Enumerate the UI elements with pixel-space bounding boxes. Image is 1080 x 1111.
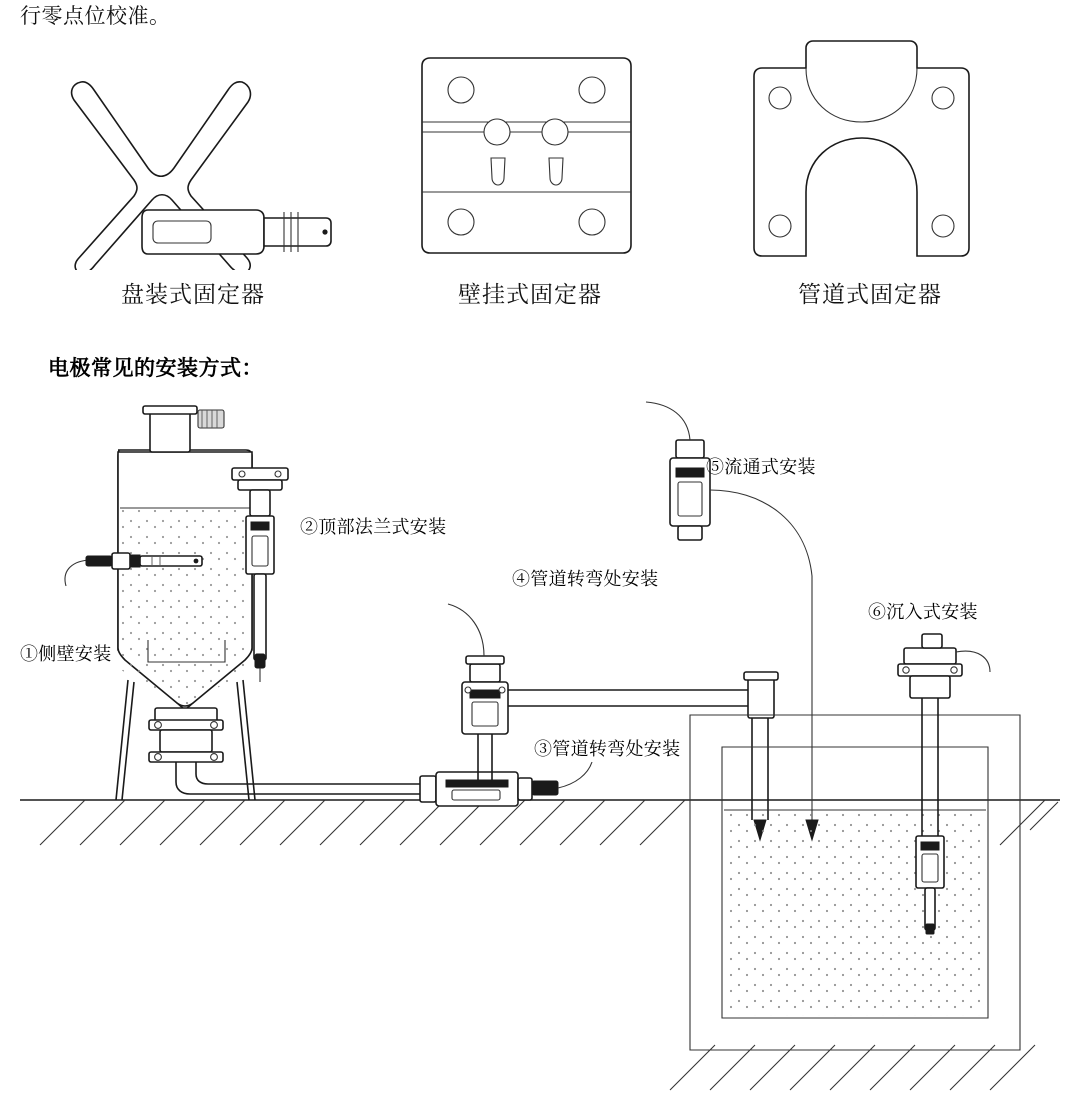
panel-mount-holder: [48, 40, 338, 309]
wall-mount-holder-art: [385, 40, 675, 270]
pipe-mount-holder-icon: [720, 40, 1020, 270]
holder-illustration-row: [0, 40, 1080, 330]
label-top-flange: ②顶部法兰式安装: [300, 517, 447, 537]
pipe-mount-holder-art: [720, 40, 1020, 270]
label-flow-through: ⑤流通式安装: [706, 457, 816, 477]
wall-mount-holder-icon: [385, 40, 675, 270]
label-submersion: ⑥沉入式安装: [868, 602, 978, 622]
wall-mount-holder-caption: 壁挂式固定器: [458, 281, 602, 307]
installation-diagram: [0, 390, 1080, 1110]
panel-mount-holder-caption: 盘装式固定器: [121, 281, 265, 307]
intro-text: 行零点位校准。: [20, 5, 171, 28]
panel-mount-holder-icon: [48, 40, 338, 270]
label-pipe-bend-4: ④管道转弯处安装: [512, 569, 659, 589]
pipe-mount-holder-caption: 管道式固定器: [798, 281, 942, 307]
wall-mount-holder: [385, 40, 675, 309]
section-heading: 电极常见的安装方式：: [48, 357, 263, 380]
label-side-wall: ①侧壁安装: [20, 644, 112, 664]
pipe-mount-holder: [720, 40, 1020, 309]
label-pipe-bend-3: ③管道转弯处安装: [534, 739, 681, 759]
panel-mount-holder-art: [48, 40, 338, 270]
